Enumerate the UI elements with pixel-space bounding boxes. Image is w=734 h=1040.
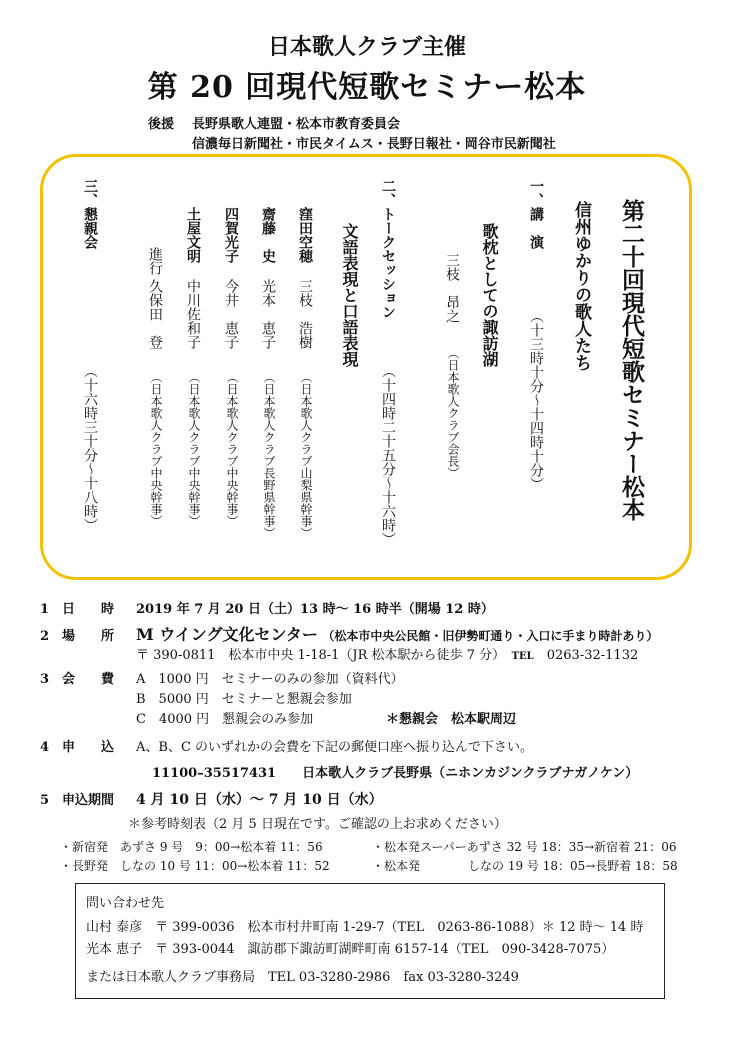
panel-guest-role: （日本歌人クラブ山梨県幹事） [299,371,313,539]
panel-guest-role: （日本歌人クラブ中央幹事） [225,371,239,527]
sponsors-line-2: 信濃毎日新聞社・市民タイムス・長野日報社・岡谷市民新聞社 [192,137,556,152]
moderator-label: 進行 [147,247,163,275]
panel-guest: 光本 恵子 [260,279,276,349]
lecture-heading: 一、講 演 [528,179,544,249]
lecture-speaker-role: （日本歌人クラブ会長） [446,347,460,479]
panel-poet: 土屋文明 [185,207,201,263]
venue-address: 〒 390-0811 松本市中央 1-18-1（JR 松本駅から徒歩 7 分） TEL 0263-32-1132 [136,648,639,663]
panel-guest-role: （日本歌人クラブ長野県幹事） [262,371,276,539]
talk-heading: 二、トークセッション [380,179,396,319]
talk-title: 文語表現と口語表現 [340,223,359,367]
panel-guest: 今井 恵子 [223,279,239,349]
contact-line: または日本歌人クラブ事務局 TEL 03-3280-2986 fax 03-3280-3249 [86,970,519,985]
venue-note: （松本市中央公民館・旧伊勢町通り・入口に手まり時計あり） [322,629,659,643]
page-title: 第 20 回現代短歌セミナー松本 [147,70,587,105]
organizer-line: 日本歌人クラブ主催 [267,34,466,60]
panel-guest: 三枝 浩樹 [297,279,313,349]
party-time: （十六時三十分～十八時） [82,364,98,532]
party-heading: 三、懇親会 [82,179,98,249]
timetable-row: ・長野発 しなの 10 号 11：00→松本着 11：52 [60,859,330,873]
lecture-title: 歌枕としての諏訪湖 [480,223,499,367]
fee-option: B 5000 円 セミナーと懇親会参加 [136,692,352,707]
sponsor-label: 後援 [148,117,175,132]
timetable-row: ・松本発 しなの 19 号 18：05→長野着 18：58 [372,859,678,873]
fee-option: A 1000 円 セミナーのみの参加（資料代） [136,672,404,687]
panel-guest: 中川佐和子 [185,279,201,349]
info-place: 2 場 所 M ウイング文化センター （松本市中央公民館・旧伊勢町通り・入口に手まり時計あり） [40,625,659,644]
moderator-role: （日本歌人クラブ中央幹事） [149,371,163,527]
moderator-name: 久保田 登 [147,279,163,349]
program-theme: 信州ゆかりの歌人たち [571,201,591,371]
postal-account: 11100–35517431 日本歌人クラブ長野県（ニホンカジンクラブナガノケン） [152,766,639,781]
talk-time: （十四時二十五分～十六時） [380,364,396,546]
program-vertical-title: 第二十回現代短歌セミナー松本 [618,199,645,521]
panel-poet: 四賀光子 [223,207,239,263]
program-box [40,154,692,580]
info-fee: 3 会 費 A 1000 円 セミナーのみの参加（資料代） [40,672,404,687]
timetable-row: ・新宿発 あずさ 9 号 9：00→松本着 11：56 [60,840,323,854]
info-period: 5 申込期間 4 月 10 日（水）～ 7 月 10 日（水） [40,792,383,808]
contact-box [75,883,665,999]
panel-guest-role: （日本歌人クラブ中央幹事） [187,371,201,527]
contact-heading: 問い合わせ先 [86,896,165,911]
lecture-time: （十三時十分～十四時十分） [528,309,544,491]
info-date: 1 日 時 2019 年 7 月 20 日（土）13 時～ 16 時半（開場 12 時） [40,602,494,617]
venue-name: M ウイング文化センター [136,625,318,644]
contact-line: 光本 恵子 〒 393-0044 諏訪郡下諏訪町湖畔町南 6157-14（TEL 090-3428-7075） [86,942,615,957]
contact-line: 山村 泰彦 〒 399-0036 松本市村井町南 1-29-7（TEL 0263-86-1088）＊ 12 時～ 14 時 [86,920,644,935]
info-apply: 4 申 込 A、B、C のいずれかの会費を下記の郵便口座へ振り込んで下さい。 [40,740,534,755]
tel-mark: TEL [511,651,534,662]
panel-poet: 齋藤 史 [260,207,276,263]
lecture-speaker: 三枝 昂之 [444,253,460,323]
party-note: ＊懇親会 松本駅周辺 [386,712,517,727]
fee-option: C 4000 円 懇親会のみ参加 [136,712,314,727]
timetable-row: ・松本発スーパーあずさ 32 号 18：35→新宿着 21：06 [372,840,677,854]
panel-poet: 窪田空穂 [297,207,313,263]
sponsors-line-1: 長野県歌人連盟・松本市教育委員会 [192,117,401,132]
timetable-heading: ＊参考時刻表（2 月 5 日現在です。ご確認の上お求めください） [128,817,507,832]
